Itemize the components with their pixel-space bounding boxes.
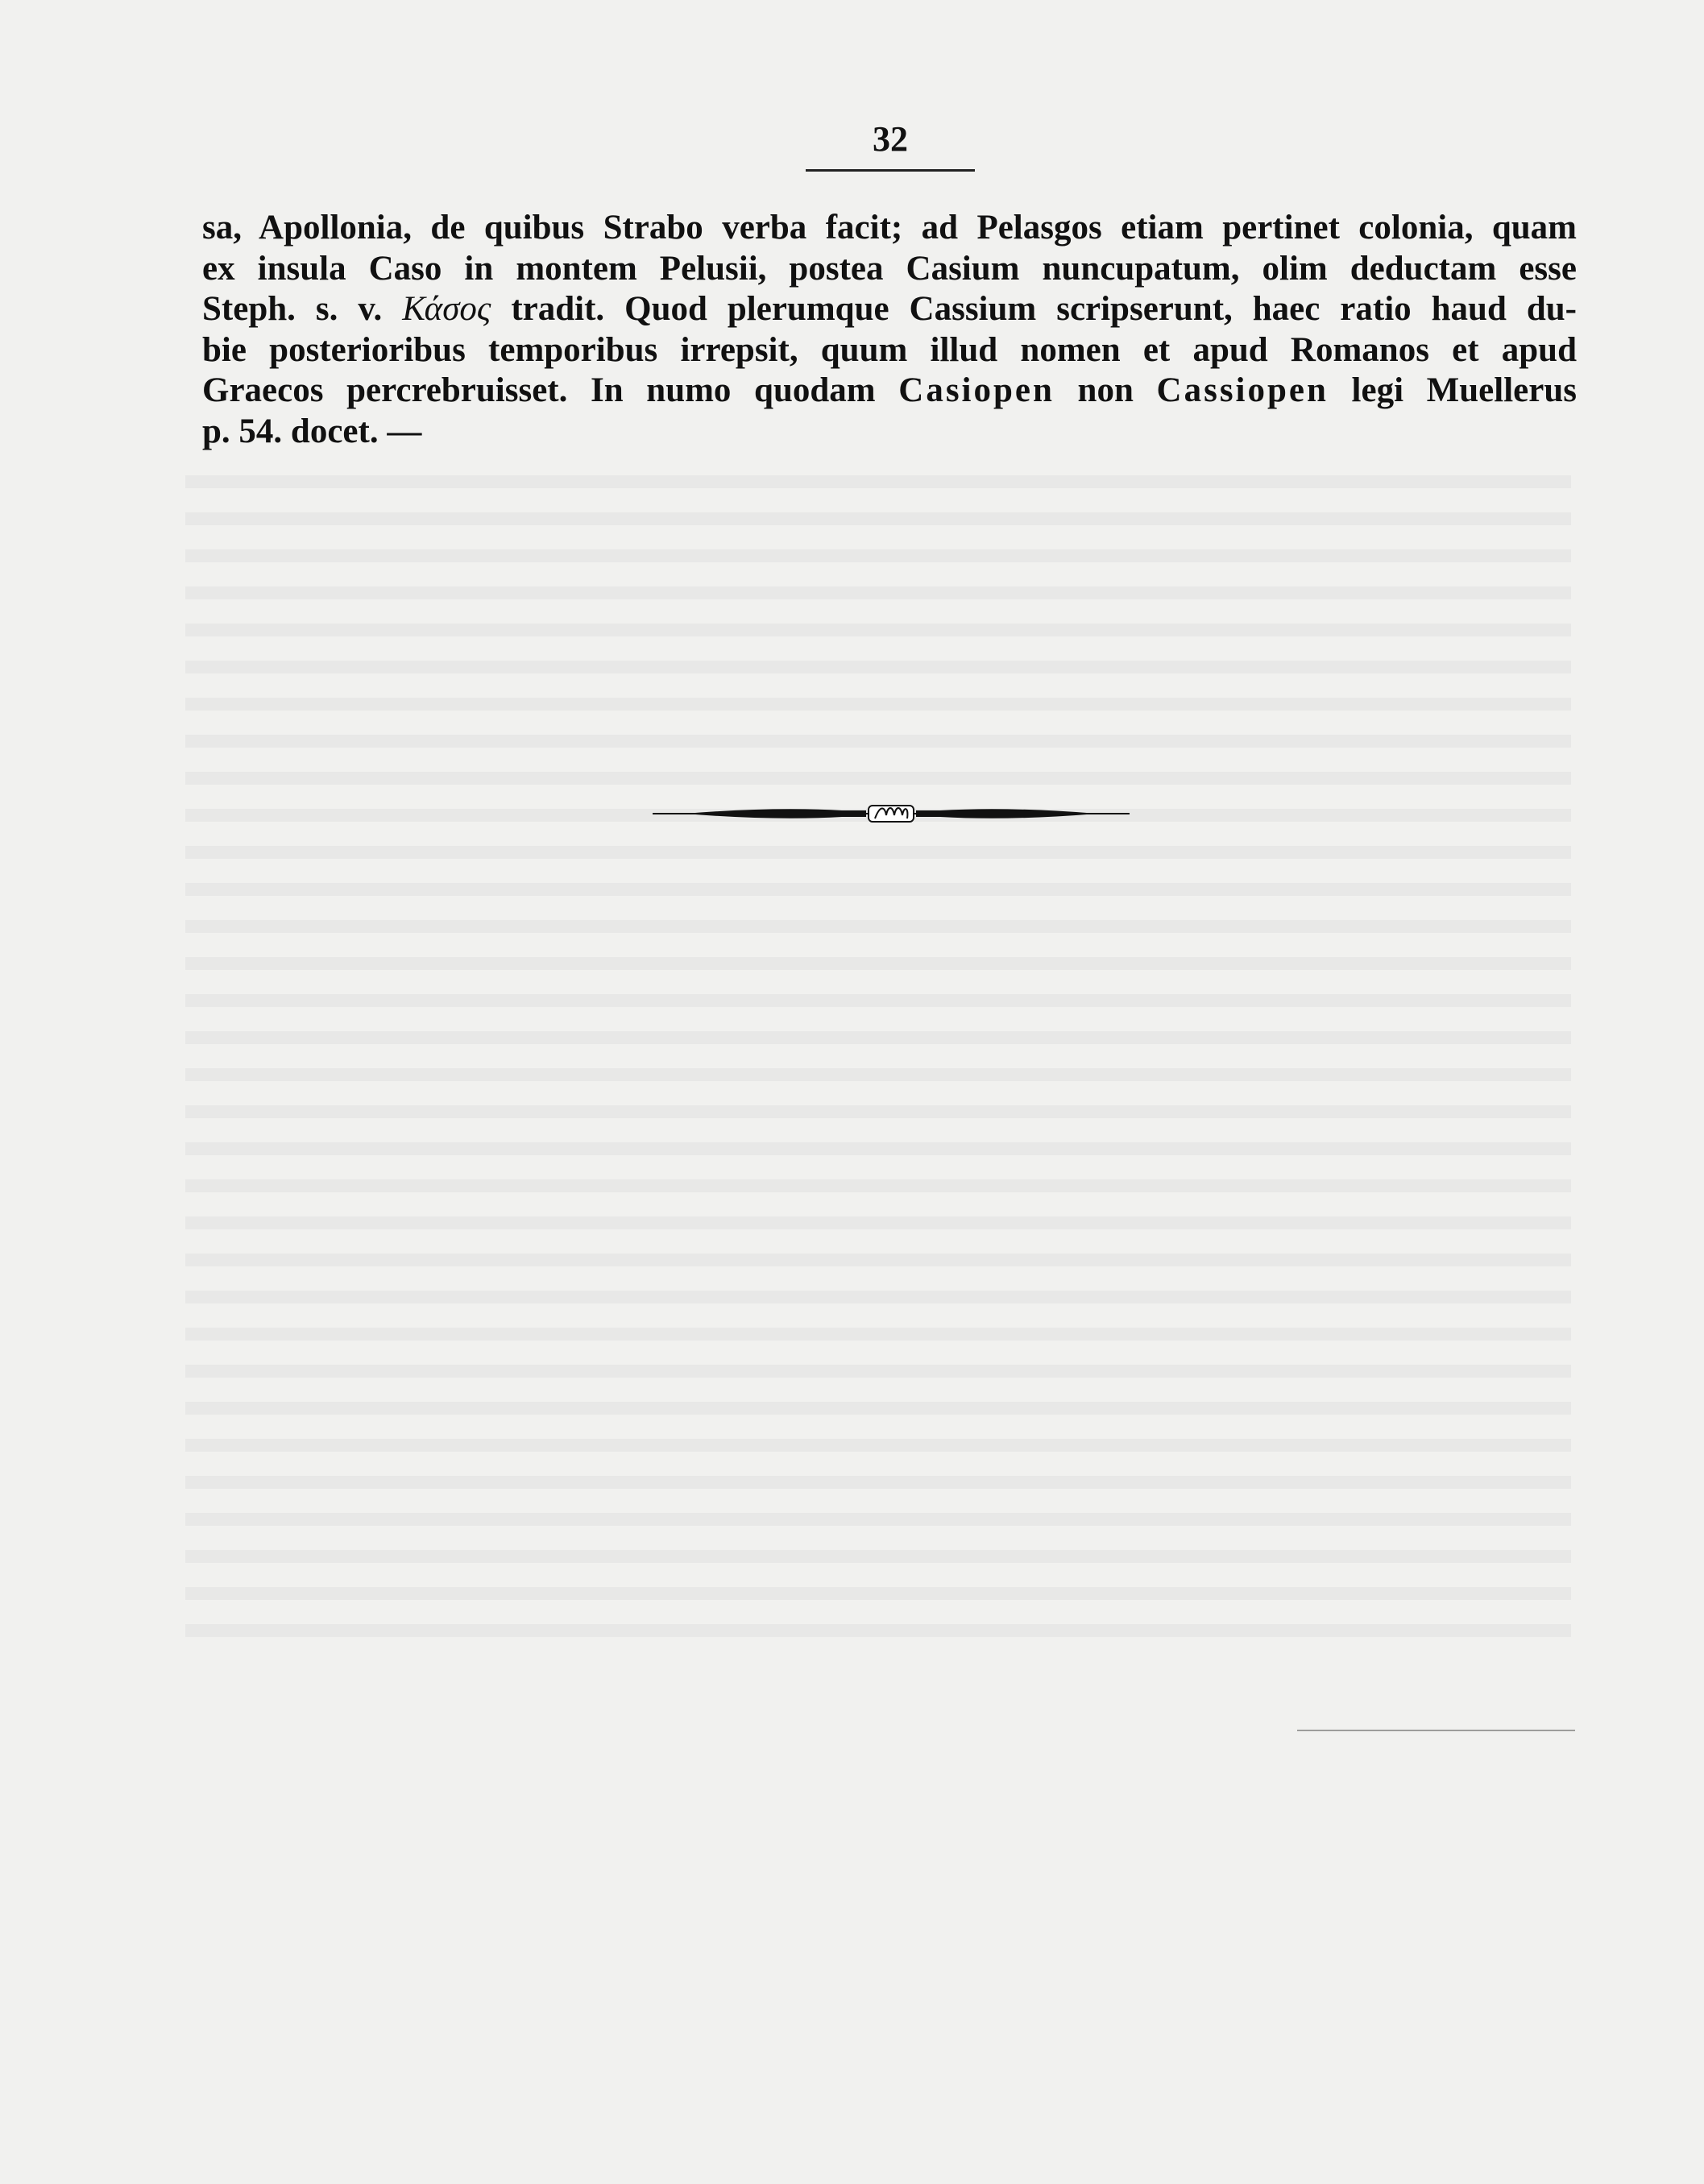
text-line	[202, 289, 1577, 330]
text-segment: legi Muellerus	[1328, 371, 1577, 409]
text-segment: tradit. Quod plerumque Cassium scripserunt, haec ratio haud du-	[491, 290, 1577, 328]
text-line: ex insula Caso in montem Pelusii, postea Casium nuncupatum, olim deductam esse	[202, 249, 1577, 288]
text-line: p. 54. docet. —	[202, 412, 422, 450]
ornament-divider-icon	[653, 799, 1130, 828]
page-number: 32	[873, 119, 908, 159]
spaced-word: Cassiopen	[1156, 371, 1329, 409]
text-segment: Steph. s. v.	[202, 290, 403, 328]
text-line: bie posterioribus temporibus irrepsit, quum illud nomen et apud Romanos et apud	[202, 330, 1577, 369]
text-line	[202, 371, 1577, 412]
greek-word: Κάσος	[402, 290, 491, 328]
spaced-word: Casiopen	[898, 371, 1055, 409]
body-text	[202, 208, 1577, 452]
bleed-through-texture	[185, 451, 1571, 1660]
text-segment: Graecos percrebruisset. In numo quodam	[202, 371, 899, 409]
footnote-rule	[1297, 1730, 1575, 1731]
text-segment: non	[1054, 371, 1157, 409]
text-line: sa, Apollonia, de quibus Strabo verba facit; ad Pelasgos etiam pertinet colonia, quam	[202, 209, 1577, 247]
page-number-rule	[806, 169, 975, 172]
